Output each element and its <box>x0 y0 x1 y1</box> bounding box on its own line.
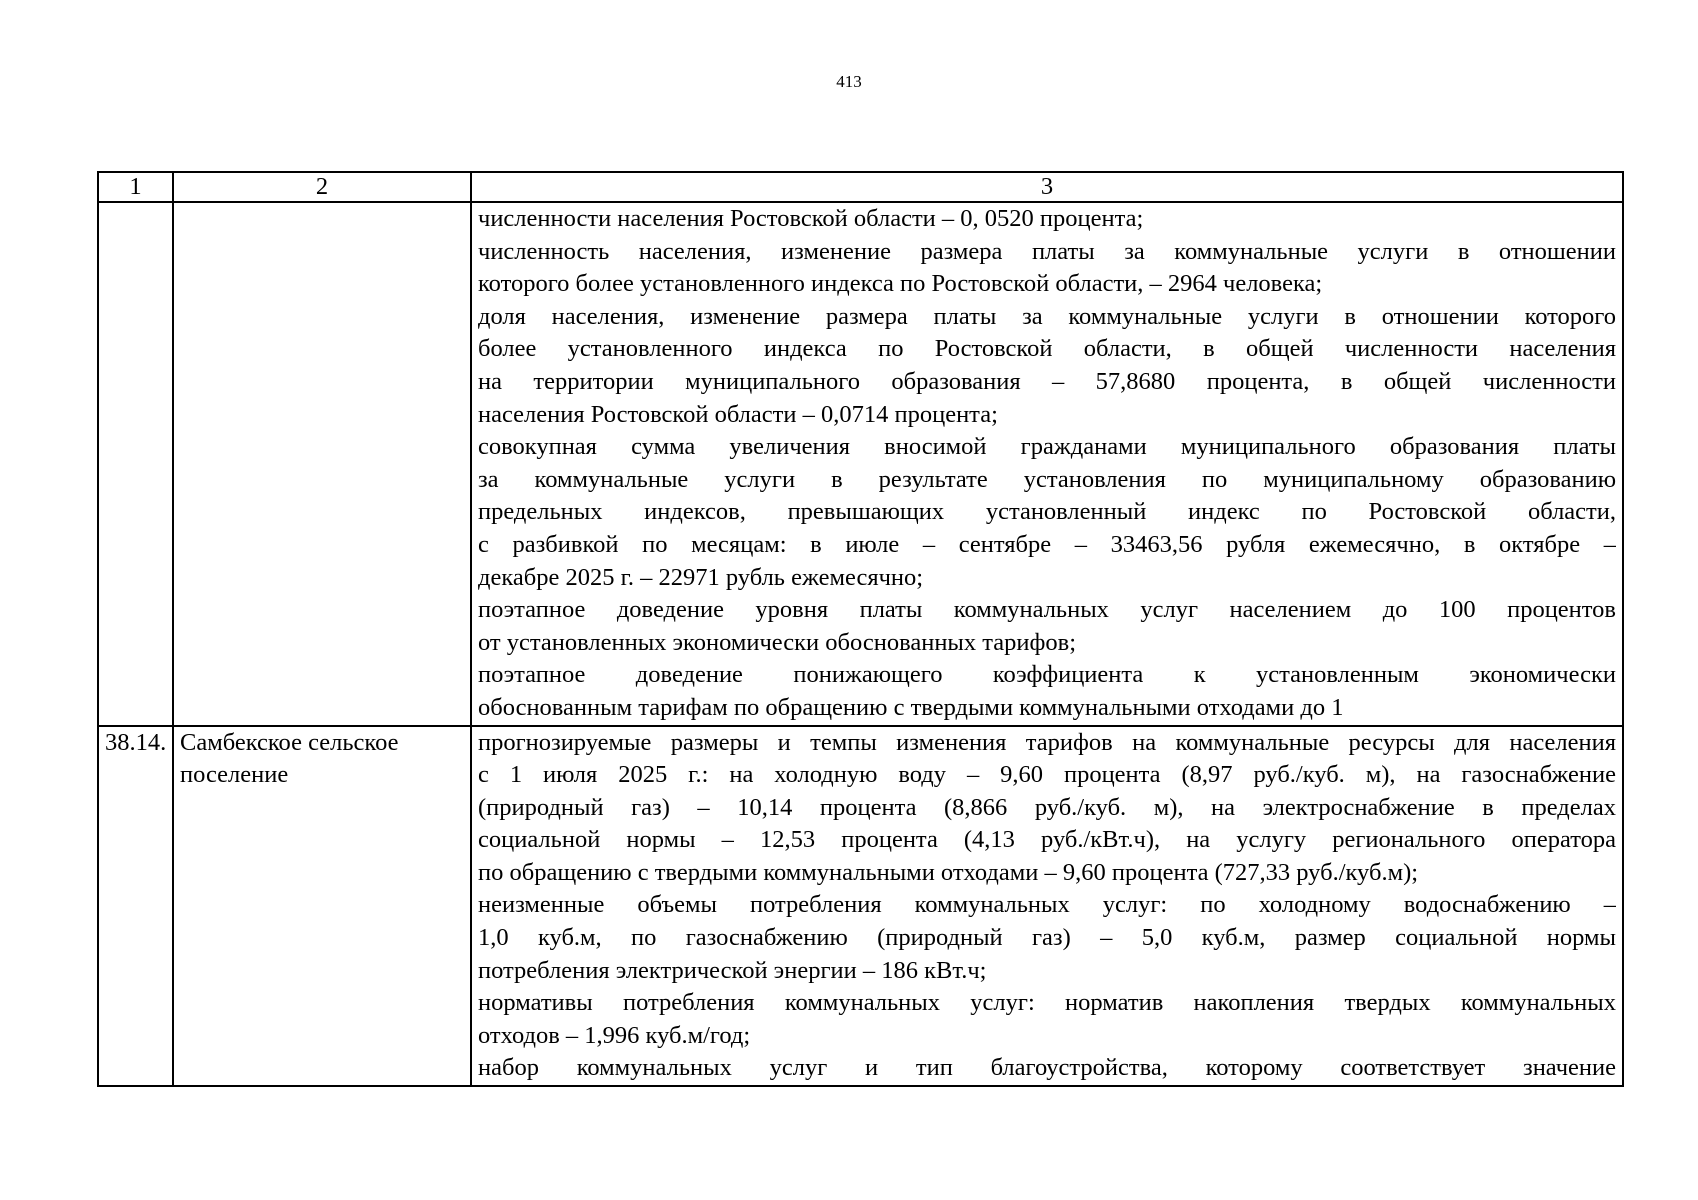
content-line: 1,0 куб.м, по газоснабжению (природный газ) – 5,0 куб.м, размер социальной нормы <box>478 924 1616 952</box>
content-line: с 1 июля 2025 г.: на холодную воду – 9,60 процента (8,97 руб./куб. м), на газоснабжение <box>478 761 1616 789</box>
content-lines <box>478 727 1616 1086</box>
municipality-name-line: Самбекское сельское <box>180 728 399 756</box>
content-line: декабре 2025 г. – 22971 рубль ежемесячно; <box>478 563 924 591</box>
table-row <box>98 726 1623 1087</box>
content-line: доля населения, изменение размера платы за коммунальные услуги в отношении которого <box>478 302 1616 330</box>
content-line: отходов – 1,996 куб.м/год; <box>478 1021 751 1049</box>
content-line: нормативы потребления коммунальных услуг: норматив накопления твердых коммунальных <box>478 989 1616 1017</box>
row-name-cell <box>173 202 471 726</box>
content-line: потребления электрической энергии – 186 кВт.ч; <box>478 956 987 984</box>
content-line: обоснованным тарифам по обращению с твердыми коммунальными отходами до 1 <box>478 693 1344 721</box>
content-line: совокупная сумма увеличения вносимой гражданами муниципального образования платы <box>478 433 1616 461</box>
page-number: 413 <box>836 72 862 91</box>
row-content-cell <box>471 202 1623 726</box>
table-header-row <box>98 172 1623 202</box>
row-number-cell: 38.14. <box>98 726 173 1087</box>
column-header-2: 2 <box>173 172 471 202</box>
table-row <box>98 202 1623 726</box>
row-content-cell <box>471 726 1623 1087</box>
column-header-1: 1 <box>98 172 173 202</box>
content-line: численность населения, изменение размера платы за коммунальные услуги в отношении <box>478 237 1616 265</box>
content-line: с разбивкой по месяцам: в июле – сентябре – 33463,56 рубля ежемесячно, в октябре – <box>478 530 1616 558</box>
column-header-3: 3 <box>471 172 1623 202</box>
content-lines <box>478 203 1616 725</box>
content-line: населения Ростовской области – 0,0714 процента; <box>478 400 998 428</box>
content-line: которого более установленного индекса по Ростовской области, – 2964 человека; <box>478 270 1323 298</box>
content-line: по обращению с твердыми коммунальными отходами – 9,60 процента (727,33 руб./куб.м); <box>478 858 1419 886</box>
content-line: численности населения Ростовской области – 0, 0520 процента; <box>478 205 1144 232</box>
content-line: более установленного индекса по Ростовской области, в общей численности населения <box>478 335 1616 363</box>
content-line: предельных индексов, превышающих установленный индекс по Ростовской области, <box>478 498 1616 526</box>
content-line: набор коммунальных услуг и тип благоустройства, которому соответствует значение <box>478 1054 1616 1082</box>
row-number-cell <box>98 202 173 726</box>
content-line: за коммунальные услуги в результате установления по муниципальному образованию <box>478 465 1616 493</box>
municipality-name-line: поселение <box>180 761 289 789</box>
content-line: поэтапное доведение понижающего коэффициента к установленным экономически <box>478 661 1616 689</box>
content-line: поэтапное доведение уровня платы коммунальных услуг населением до 100 процентов <box>478 596 1616 624</box>
content-line: неизменные объемы потребления коммунальных услуг: по холодному водоснабжению – <box>478 891 1616 919</box>
content-line: на территории муниципального образования – 57,8680 процента, в общей численности <box>478 367 1616 395</box>
row-name-cell <box>173 726 471 1087</box>
document-table <box>97 171 1624 1087</box>
content-line: от установленных экономически обоснованных тарифов; <box>478 628 1077 656</box>
content-line: социальной нормы – 12,53 процента (4,13 руб./кВт.ч), на услугу регионального оператора <box>478 826 1616 854</box>
content-line: прогнозируемые размеры и темпы изменения тарифов на коммунальные ресурсы для населения <box>478 728 1616 756</box>
content-line: (природный газ) – 10,14 процента (8,866 руб./куб. м), на электроснабжение в пределах <box>478 793 1616 821</box>
